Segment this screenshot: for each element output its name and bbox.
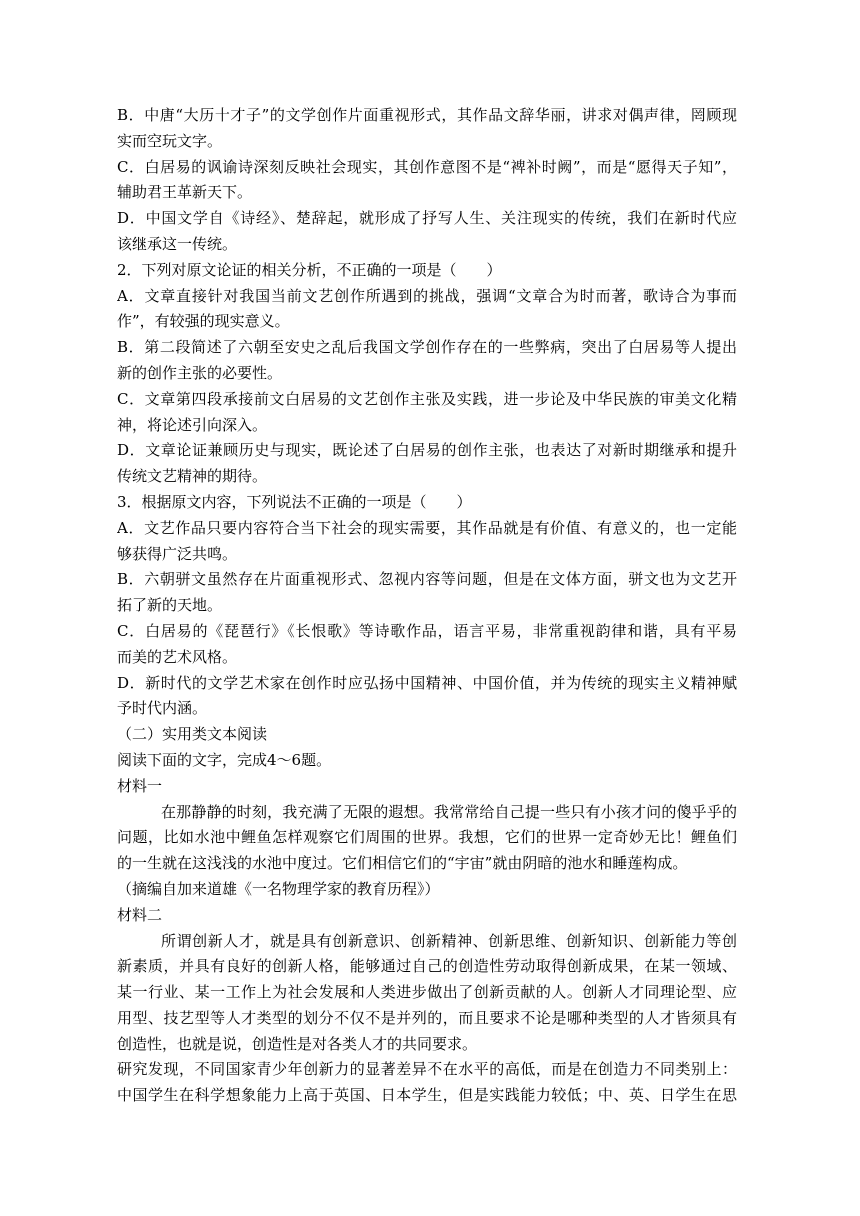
text-line: C．白居易的讽谕诗深刻反映社会现实，其创作意图不是“裨补时阙”，而是“愿得天子知”， <box>117 157 737 176</box>
text-line: D．中国文学自《诗经》、楚辞起，就形成了抒写人生、关注现实的传统，我们在新时代应 <box>117 209 737 228</box>
text-line: 阅读下面的文字，完成4～6题。 <box>117 750 332 769</box>
text-line: B．第二段简述了六朝至安史之乱后我国文学创作存在的一些弊病，突出了白居易等人提出 <box>117 338 737 357</box>
text-line: A．文艺作品只要内容符合当下社会的现实需要，其作品就是有价值、有意义的，也一定能 <box>117 518 737 537</box>
text-line: 实而空玩文字。 <box>117 131 223 150</box>
text-line: 研究发现，不同国家青少年创新力的显著差异不在水平的高低，而是在创造力不同类别上： <box>117 1060 737 1079</box>
document-body <box>117 103 737 1109</box>
text-line: 够获得广泛共鸣。 <box>117 544 238 563</box>
text-line: 3．根据原文内容，下列说法不正确的一项是（ ） <box>117 492 472 511</box>
text-line: 某一行业、某一工作上为社会发展和人类进步做出了创新贡献的人。创新人才同理论型、应 <box>117 983 737 1002</box>
text-line: 在那静静的时刻，我充满了无限的遐想。我常常给自己提一些只有小孩才问的傻乎乎的 <box>161 802 737 821</box>
text-line: 所谓创新人才，就是具有创新意识、创新精神、创新思维、创新知识、创新能力等创 <box>161 931 737 950</box>
text-line: 中国学生在科学想象能力上高于英国、日本学生，但是实践能力较低；中、英、日学生在思 <box>117 1086 737 1105</box>
text-line: 问题，比如水池中鲤鱼怎样观察它们周围的世界。我想，它们的世界一定奇妙无比！鲤鱼们 <box>117 828 737 847</box>
text-line: 该继承这一传统。 <box>117 234 238 253</box>
text-line: A．文章直接针对我国当前文艺创作所遇到的挑战，强调“文章合为时而著，歌诗合为事而 <box>117 286 737 305</box>
text-line: 新的创作主张的必要性。 <box>117 363 283 382</box>
text-line: 创造性，也就是说，创造性是对各类人才的共同要求。 <box>117 1034 478 1053</box>
text-line: 辅助君王革新天下。 <box>117 183 253 202</box>
text-line: 作”，有较强的现实意义。 <box>117 312 290 331</box>
text-line: D．文章论证兼顾历史与现实，既论述了白居易的创作主张，也表达了对新时期继承和提升 <box>117 441 737 460</box>
text-line: B．中唐“大历十才子”的文学创作片面重视形式，其作品文辞华丽，讲求对偶声律，罔顾现 <box>117 106 737 124</box>
text-line: C．文章第四段承接前文白居易的文艺创作主张及实践，进一步论及中华民族的审美文化精 <box>117 389 737 408</box>
text-line: （摘编自加来道雄《一名物理学家的教育历程》） <box>117 879 440 898</box>
text-line: B．六朝骈文虽然存在片面重视形式、忽视内容等问题，但是在文体方面，骈文也为文艺开 <box>117 570 737 589</box>
text-line: 新素质，并具有良好的创新人格，能够通过自己的创造性劳动取得创新成果，在某一领域、 <box>117 957 737 976</box>
text-line: 而美的艺术风格。 <box>117 647 238 666</box>
text-line: 拓了新的天地。 <box>117 596 223 615</box>
text-line: C．白居易的《琵琶行》《长恨歌》等诗歌作品，语言平易，非常重视韵律和谐，具有平易 <box>117 621 737 640</box>
text-line: 的一生就在这浅浅的水池中度过。它们相信它们的“宇宙”就由阴暗的池水和睡莲构成。 <box>117 854 688 873</box>
text-line: 予时代内涵。 <box>117 699 208 718</box>
text-line: D．新时代的文学艺术家在创作时应弘扬中国精神、中国价值，并为传统的现实主义精神赋 <box>117 673 737 692</box>
text-line: 2．下列对原文论证的相关分析，不正确的一项是（ ） <box>117 260 502 279</box>
text-line: 用型、技艺型等人才类型的划分不仅不是并列的，而且要求不论是哪种类型的人才皆须具有 <box>117 1008 737 1027</box>
text-line: 材料一 <box>117 776 163 795</box>
text-line: 神，将论述引向深入。 <box>117 415 268 434</box>
text-line: 材料二 <box>117 905 163 924</box>
text-line: （二）实用类文本阅读 <box>117 725 268 744</box>
text-line: 传统文艺精神的期待。 <box>117 467 268 486</box>
